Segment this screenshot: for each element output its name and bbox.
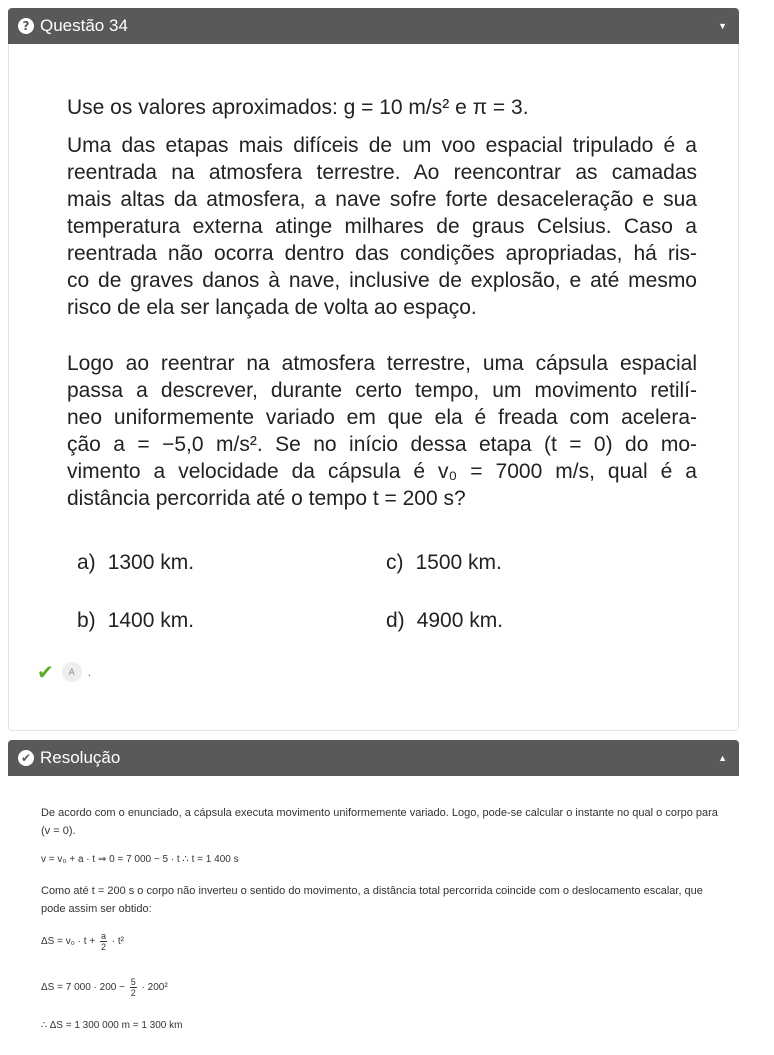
text-line: Logo ao reentrar na atmosfera terrestre, uma cápsula espacial xyxy=(67,352,697,375)
question-title: Questão 34 xyxy=(40,16,128,35)
option-text: 1300 km. xyxy=(107,551,195,574)
option-text: 4900 km. xyxy=(416,609,504,632)
answer-suffix: . xyxy=(87,665,92,679)
text-line: Uma das etapas mais difíceis de um voo espacial tripulado é a xyxy=(67,134,697,157)
fraction xyxy=(130,977,137,998)
resolution-title: Resolução xyxy=(40,748,121,767)
option-c[interactable] xyxy=(386,551,502,575)
option-letter: b) xyxy=(77,609,96,632)
option-text: 1500 km. xyxy=(415,551,502,574)
eq-part: ΔS = 7 000 · 200 − xyxy=(41,982,125,994)
check-circle-icon: ✔ xyxy=(18,750,34,766)
fraction-denominator: 2 xyxy=(130,988,136,998)
answer-badge: A xyxy=(62,662,82,682)
chevron-up-icon[interactable]: ▲ xyxy=(718,753,727,763)
fraction xyxy=(100,931,107,952)
fraction-denominator: 2 xyxy=(100,942,106,952)
option-letter: d) xyxy=(386,609,405,632)
option-d[interactable] xyxy=(386,609,503,633)
resolution-paragraph-2: Como até t = 200 s o corpo não inverteu o sentido do movimento, a distância total percorrida coincide com o deslocamento escalar, que pode assim ser obtido: xyxy=(41,885,703,915)
resolution-panel-header[interactable] xyxy=(8,740,739,776)
text-line: ção a = −5,0 m/s². Se no início dessa etapa (t = 0) do mo- xyxy=(67,433,697,456)
chevron-down-icon[interactable]: ▼ xyxy=(718,21,727,31)
resolution-panel-body xyxy=(8,776,739,1055)
correct-answer xyxy=(37,660,91,684)
check-icon: ✔ xyxy=(37,660,54,684)
fraction-numerator: 5 xyxy=(130,977,136,987)
option-letter: c) xyxy=(386,551,404,574)
text-line: co de graves danos à nave, inclusive de explosão, e até mesmo xyxy=(67,269,697,292)
option-text: 1400 km. xyxy=(107,609,195,632)
resolution-equation-4: ∴ ΔS = 1 300 000 m = 1 300 km xyxy=(41,1020,183,1031)
option-a[interactable] xyxy=(77,551,194,575)
text-line: neo uniformemente variado em que ela é freada com acelera- xyxy=(67,406,697,429)
resolution-equation-1: v = v₀ + a · t ⇒ 0 = 7 000 − 5 · t ∴ t = 1 400 s xyxy=(41,854,239,865)
question-circle-icon: ? xyxy=(18,18,34,34)
text-line: reentrada na atmosfera terrestre. Ao reencontrar as camadas xyxy=(67,161,697,184)
eq-part: · t² xyxy=(111,936,124,948)
resolution-paragraph-1: De acordo com o enunciado, a cápsula executa movimento uniformemente variado. Logo, pode-se calcular o instante no qual o corpo para (v = 0). xyxy=(41,807,718,837)
resolution-equation-3 xyxy=(41,977,721,998)
text-line: temperatura externa atinge milhares de graus Celsius. Caso a xyxy=(67,215,697,238)
question-panel-body xyxy=(8,44,739,731)
text-line: risco de ela ser lançada de volta ao espaço. xyxy=(67,296,477,319)
text-line: reentrada não ocorra dentro das condições apropriadas, há ris- xyxy=(67,242,697,265)
question-paragraph-2 xyxy=(67,350,697,512)
question-panel-header[interactable] xyxy=(8,8,739,44)
text-line: vimento a velocidade da cápsula é v₀ = 7000 m/s, qual é a xyxy=(67,460,697,483)
fraction-numerator: a xyxy=(100,931,106,941)
eq-part: ΔS = v₀ · t + xyxy=(41,936,96,948)
text-line: mais altas da atmosfera, a nave sofre forte desaceleração e sua xyxy=(67,188,697,211)
text-line: passa a descrever, durante certo tempo, um movimento retilí- xyxy=(67,379,697,402)
text-line: distância percorrida até o tempo t = 200 s? xyxy=(67,487,466,510)
question-instruction: Use os valores aproximados: g = 10 m/s² e π = 3. xyxy=(67,96,529,119)
option-letter: a) xyxy=(77,551,96,574)
eq-part: · 200² xyxy=(141,982,168,994)
resolution-equation-2 xyxy=(41,931,721,952)
question-paragraph-1 xyxy=(67,132,697,321)
option-b[interactable] xyxy=(77,609,194,633)
